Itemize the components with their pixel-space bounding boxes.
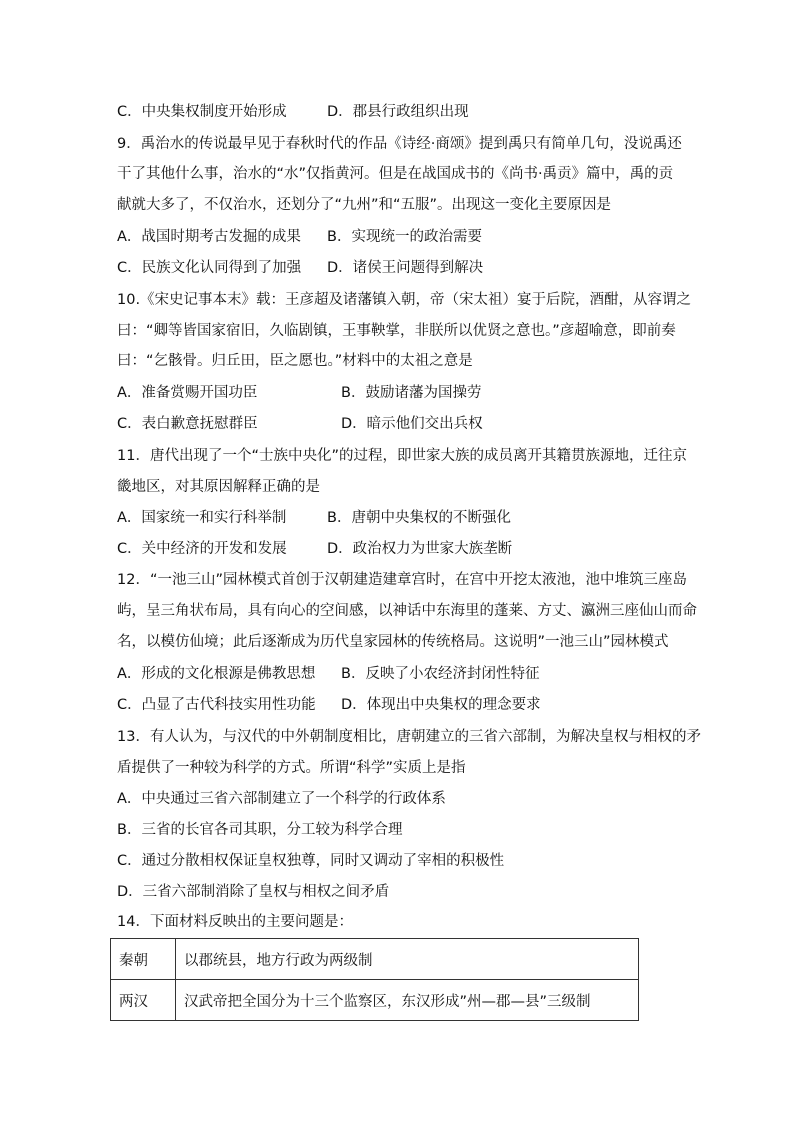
q12-stem-line-3: 名，以模仿仙境；此后逐渐成为历代皇家园林的传统格局。这说明”一池三山”园林模式 — [117, 634, 669, 650]
q13-option-a: A．中央通过三省六部制建立了一个科学的行政体系 — [117, 791, 446, 807]
q13-option-b: B．三省的长官各司其职，分工较为科学合理 — [117, 822, 403, 838]
q12-option-b: B．反映了小农经济封闭性特征 — [341, 666, 540, 682]
q11-option-c: C．关中经济的开发和发展 — [117, 541, 287, 557]
q9-option-a: A．战国时期考古发掘的成果 — [117, 229, 301, 245]
q8-options-row — [117, 102, 469, 122]
q12-stem-line-1: 12．“一池三山”园林模式首创于汉朝建造建章宫时，在宫中开挖太液池，池中堆筑三座岛 — [117, 572, 687, 588]
q12-option-d: D．体现出中央集权的理念要求 — [341, 697, 541, 713]
q13-stem-line-2: 盾提供了一种较为科学的方式。所谓“科学”实质上是指 — [117, 760, 466, 776]
q14-material-table — [110, 938, 639, 1021]
q12-stem-line-2: 屿，呈三角状布局，具有向心的空间感，以神话中东海里的蓬莱、方丈、瀛洲三座仙山而命 — [117, 603, 697, 619]
q8-option-d: D．郡县行政组织出现 — [327, 104, 469, 120]
q10-option-b: B．鼓励诸藩为国操劳 — [341, 385, 482, 401]
q14-stem: 14．下面材料反映出的主要问题是： — [117, 914, 353, 930]
q12-options-row-2 — [117, 695, 541, 715]
table-cell-description: 汉武帝把全国分为十三个监察区，东汉形成”州—郡—县”三级制 — [176, 980, 639, 1021]
q9-stem-line-3: 献就大多了，不仅治水，还划分了“九州”和“五服”。出现这一变化主要原因是 — [117, 197, 612, 213]
table-cell-description: 以郡统县，地方行政为两级制 — [176, 939, 639, 980]
q9-option-d: D．诸侯王问题得到解决 — [327, 260, 484, 276]
q9-options-row-1 — [117, 227, 482, 247]
q12-option-a: A．形成的文化根源是佛教思想 — [117, 666, 316, 682]
q10-options-row-2 — [117, 414, 483, 434]
q10-option-d: D．暗示他们交出兵权 — [341, 416, 483, 432]
q13-option-c: C．通过分散相权保证皇权独尊，同时又调动了宰相的积极性 — [117, 853, 505, 869]
q11-option-a: A．国家统一和实行科举制 — [117, 510, 287, 526]
q8-option-c: C．中央集权制度开始形成 — [117, 104, 287, 120]
q13-option-d: D．三省六部制消除了皇权与相权之间矛盾 — [117, 884, 390, 900]
q11-options-row-2 — [117, 539, 513, 559]
q11-option-d: D．政治权力为世家大族垄断 — [327, 541, 513, 557]
table-cell-dynasty: 秦朝 — [111, 939, 176, 980]
q11-stem-line-1: 11．唐代出现了一个“士族中央化”的过程，即世家大族的成员离开其籍贯族源地，迁往京 — [117, 448, 687, 464]
q12-option-c: C．凸显了古代科技实用性功能 — [117, 697, 316, 713]
q10-stem-line-1: 10.《宋史记事本末》载：王彦超及诸藩镇入朝，帝（宋太祖）宴于后院，酒酣，从容谓之 — [117, 292, 692, 308]
q10-stem-line-2: 曰：“卿等皆国家宿旧，久临剧镇，王事鞅掌，非朕所以优贤之意也。”彦超喻意，即前奏 — [117, 323, 676, 339]
q9-option-c: C．民族文化认同得到了加强 — [117, 260, 302, 276]
q9-stem-line-1: 9．禹治水的传说最早见于春秋时代的作品《诗经·商颂》提到禹只有简单几句，没说禹还 — [117, 136, 682, 152]
q11-options-row-1 — [117, 508, 511, 528]
q10-options-row-1 — [117, 383, 482, 403]
table-cell-dynasty: 两汉 — [111, 980, 176, 1021]
q12-options-row-1 — [117, 664, 540, 684]
table-row — [111, 939, 639, 980]
table-row — [111, 980, 639, 1021]
q10-option-a: A．准备赏赐开国功臣 — [117, 385, 258, 401]
q9-options-row-2 — [117, 258, 484, 278]
q11-stem-line-2: 畿地区，对其原因解释正确的是 — [117, 479, 320, 495]
q11-option-b: B．唐朝中央集权的不断强化 — [327, 510, 511, 526]
q10-stem-line-3: 曰：“乞骸骨。归丘田，臣之愿也。”材料中的太祖之意是 — [117, 353, 473, 369]
q9-option-b: B．实现统一的政治需要 — [327, 229, 482, 245]
q9-stem-line-2: 干了其他什么事，治水的“水”仅指黄河。但是在战国成书的《尚书·禹贡》篇中，禹的贡 — [117, 166, 674, 182]
q10-option-c: C．表白歉意抚慰群臣 — [117, 416, 258, 432]
q13-stem-line-1: 13．有人认为，与汉代的中外朝制度相比，唐朝建立的三省六部制，为解决皇权与相权的矛 — [117, 729, 701, 745]
